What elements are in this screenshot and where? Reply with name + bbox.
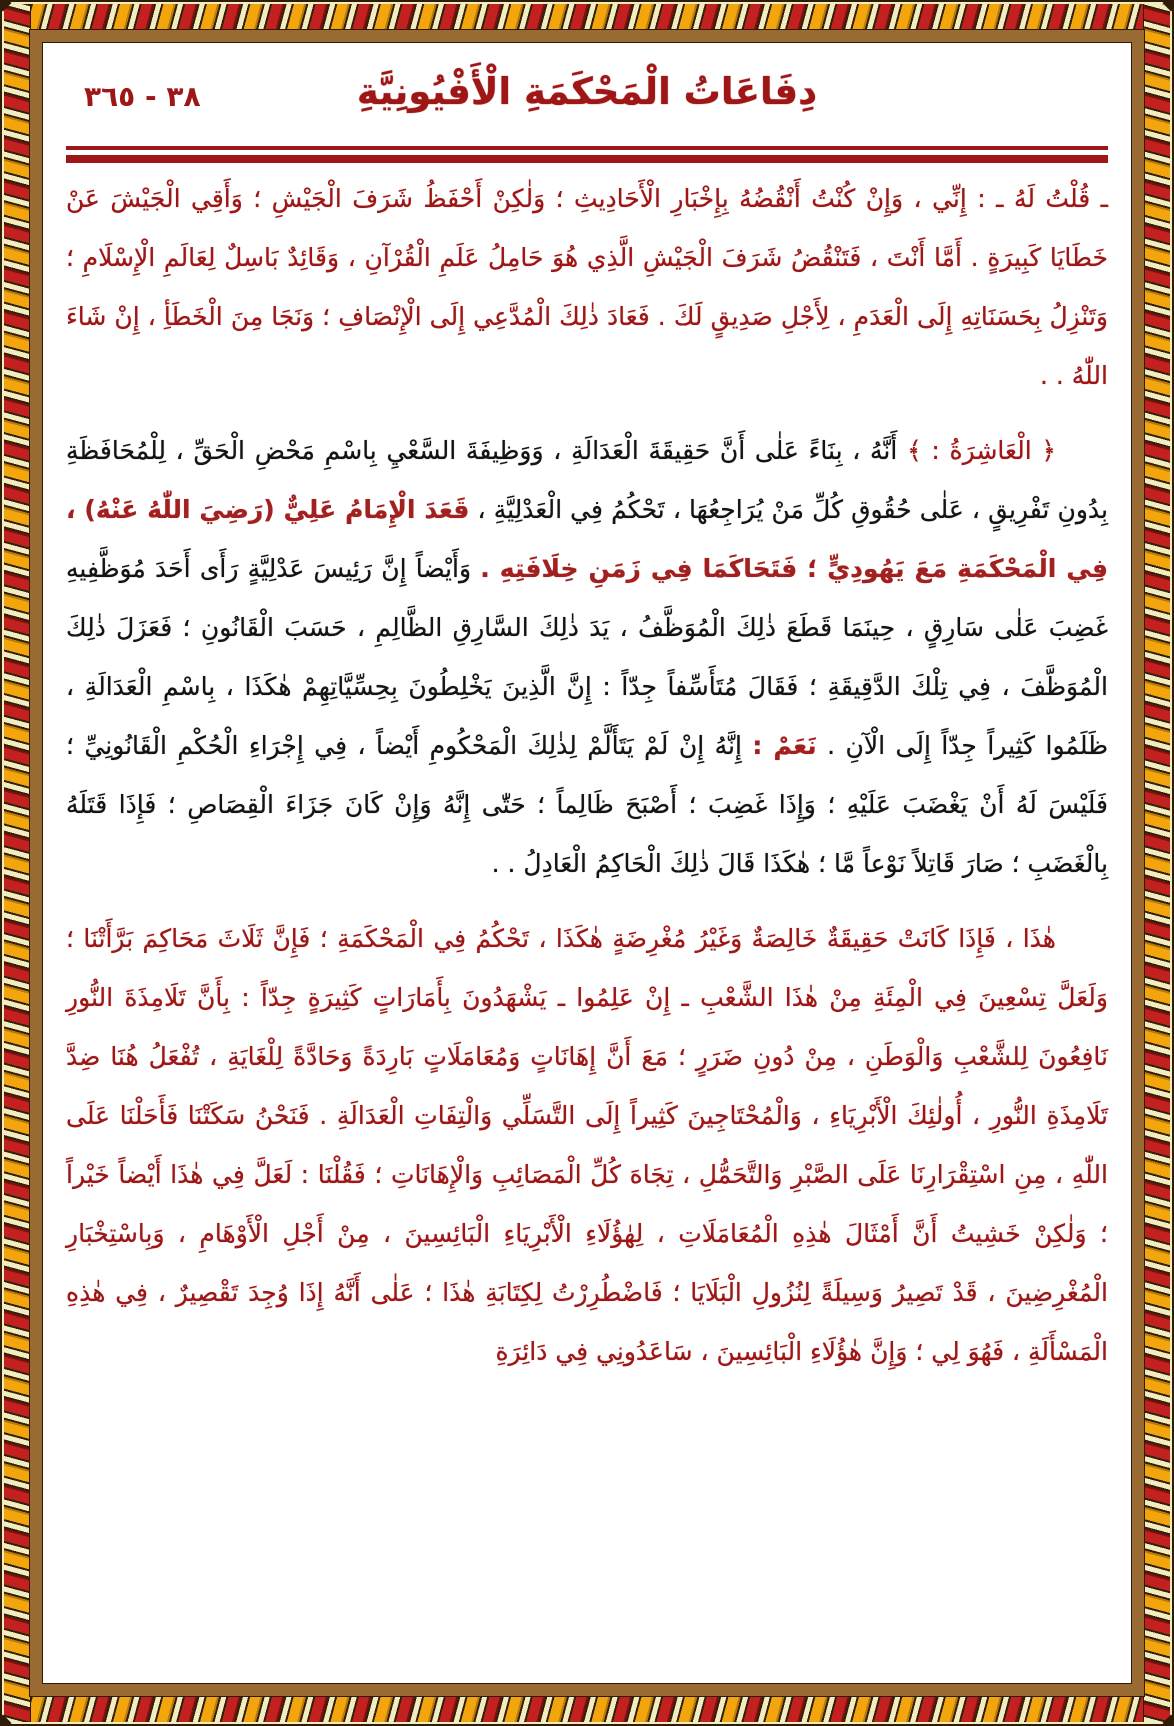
text-segment-red: قَعَدَ الْإِمَامُ عَلِيٌّ (رَضِيَ اللّٰهُ عَنْهُ) ، فِي الْمَحْكَمَةِ مَعَ يَهُودِيٍّ ؛ فَتَحَاكَمَا فِي زَمَنِ خِلَافَتِهِ . [66, 495, 1109, 583]
text-segment-maroon: هٰذَا ، فَإِذَا كَانَتْ حَقِيقَةٌ خَالِصَةٌ وَغَيْرُ مُغْرِضَةٍ هٰكَذَا ، تَحْكُمُ فِي الْمَحْكَمَةِ ؛ فَإِنَّ ثَلَاثَ مَحَاكِمَ بَرَّأَتْنَا ؛ وَلَعَلَّ تِسْعِينَ فِي الْمِئَةِ مِنْ هٰذَا الشَّعْبِ ـ إِنْ عَلِمُوا ـ يَشْهَدُونَ بِأَمَارَاتٍ كَثِيرَةٍ جِدّاً : بِأَنَّ تَلَامِذَةَ النُّورِ نَافِعُونَ لِلشَّعْبِ وَالْوَطَنِ ، مِنْ دُونِ ضَرَرٍ ؛ مَعَ أَنَّ إِهَانَاتٍ وَمُعَامَلَاتٍ بَارِدَةً وَحَادَّةً لِلْغَايَةِ ، تُفْعَلُ هُنَا ضِدَّ تَلَامِذَةِ النُّورِ ، أُولٰئِكَ الْأَبْرِيَاءِ ، وَالْمُحْتَاجِينَ كَثِيراً إِلَى التَّسَلِّي وَالْتِفَاتِ الْعَدَالَةِ . فَنَحْنُ سَكَتْنَا فَأَحَلْنَا عَلَى اللّٰهِ ، مِنِ اسْتِقْرَارِنَا عَلَى الصَّبْرِ وَالتَّحَمُّلِ ، تِجَاهَ كُلِّ الْمَصَائِبِ وَالْإِهَانَاتِ ؛ فَقُلْنَا : لَعَلَّ فِي هٰذَا أَيْضاً خَيْراً ؛ وَلٰكِنْ خَشِيتُ أَنَّ أَمْثَالَ هٰذِهِ الْمُعَامَلَاتِ ، لِهٰؤُلَاءِ الْأَبْرِيَاءِ الْبَائِسِينَ ، مِنْ أَجْلِ الْأَوْهَامِ ، وَبِاسْتِخْبَارِ الْمُغْرِضِينَ ، قَدْ تَصِيرُ وَسِيلَةً لِنُزُولِ الْبَلَايَا ؛ فَاضْطُرِرْتُ لِكِتَابَةِ هٰذَا ؛ عَلٰى أَنَّهُ إِذَا وُجِدَ تَقْصِيرٌ ، فِي هٰذِهِ الْمَسْأَلَةِ ، فَهُوَ لِي ؛ وَإِنَّ هٰؤُلَاءِ الْبَائِسِينَ ، سَاعَدُونِي فِي دَائِرَةِ [66, 924, 1108, 1366]
page-number: ٣٨ - ٣٦٥ [84, 80, 201, 113]
text-segment-black: وَأَيْضاً إِنَّ رَئِيسَ عَدْلِيَّةٍ رَأَى أَحَدَ مُوَظَّفِيهِ غَضِبَ عَلٰى سَارِقٍ ، حِينَمَا قَطَعَ ذٰلِكَ الْمُوَظَّفُ ، يَدَ ذٰلِكَ السَّارِقِ الظَّالِمِ ، حَسَبَ الْقَانُونِ ؛ فَعَزَلَ ذٰلِكَ الْمُوَظَّفَ ، فِي تِلْكَ الدَّقِيقَةِ ؛ فَقَالَ مُتَأَسِّفاً جِدّاً : إِنَّ الَّذِينَ يَخْلِطُونَ بِحِسِّيَّاتِهِمْ هٰكَذَا ، بِاسْمِ الْعَدَالَةِ ، ظَلَمُوا كَثِيراً جِدّاً إِلَى الْآنِ . [66, 554, 1108, 760]
border-chain-top [4, 4, 1170, 31]
paragraph [66, 421, 1108, 893]
paragraph [66, 169, 1108, 405]
border-chain-left [4, 4, 31, 1722]
text-segment-maroon: ـ قُلْتُ لَهُ ـ : إِنِّي ، وَإِنْ كُنْتُ أَنْقُضُهُ بِإِخْبَارِ الْأَحَادِيثِ ؛ وَلٰكِنْ أَحْفَظُ شَرَفَ الْجَيْشِ ؛ وَأَقِي الْجَيْشَ عَنْ خَطَايَا كَبِيرَةٍ . أَمَّا أَنْتَ ، فَتَنْقُضُ شَرَفَ الْجَيْشِ الَّذِي هُوَ حَامِلُ عَلَمِ الْقُرْآنِ ، وَقَائِدٌ بَاسِلٌ لِعَالَمِ الْإِسْلَامِ ؛ وَتَنْزِلُ بِحَسَنَاتِهِ إِلَى الْعَدَمِ ، لِأَجْلِ صَدِيقٍ لَكَ . فَعَادَ ذٰلِكَ الْمُدَّعِي إِلَى الْإِنْصَافِ ؛ وَنَجَا مِنَ الْخَطَأِ ، إِنْ شَاءَ اللّٰهُ . . [66, 184, 1108, 390]
text-segment-red: نَعَمْ : [752, 731, 817, 760]
text-segment-black: إِنَّهُ إِنْ لَمْ يَتَأَلَّمْ لِذٰلِكَ الْمَحْكُومِ أَيْضاً ، فِي إِجْرَاءِ الْحُكْمِ الْقَانُونِيِّ ؛ فَلَيْسَ لَهُ أَنْ يَغْضَبَ عَلَيْهِ ؛ وَإِذَا غَضِبَ ؛ أَصْبَحَ ظَالِماً ؛ حَتّٰى إِنَّهُ وَإِنْ كَانَ جَزَاءَ الْقِصَاصِ ؛ فَإِذَا قَتَلَهُ بِالْغَضَبِ ؛ صَارَ قَاتِلاً نَوْعاً مَّا ؛ هٰكَذَا قَالَ ذٰلِكَ الْحَاكِمُ الْعَادِلُ . . [66, 731, 1108, 878]
body-text [66, 169, 1108, 1381]
page-header [66, 62, 1108, 136]
paragraph [66, 909, 1108, 1381]
page-content [44, 44, 1130, 1682]
text-segment-black: أَنَّهُ ، بِنَاءً عَلٰى أَنَّ حَقِيقَةَ الْعَدَالَةِ ، وَوَظِيفَةَ السَّعْيِ بِاسْمِ مَحْضِ الْحَقِّ ، لِلْمُحَافَظَةِ بِدُونِ تَفْرِيقٍ ، عَلٰى حُقُوقِ كُلِّ مَنْ يُرَاجِعُهَا ، تَحْكُمُ فِي الْعَدْلِيَّةِ ، [66, 436, 1108, 524]
border-chain-bottom [4, 1695, 1170, 1722]
page-title: دِفَاعَاتُ الْمَحْكَمَةِ الْأَفْيُونِيَّةِ [356, 70, 818, 113]
header-divider [66, 146, 1108, 163]
border-chain-right [1143, 4, 1170, 1722]
text-segment-maroon: ﴿ الْعَاشِرَةُ : ﴾ [907, 436, 1056, 465]
